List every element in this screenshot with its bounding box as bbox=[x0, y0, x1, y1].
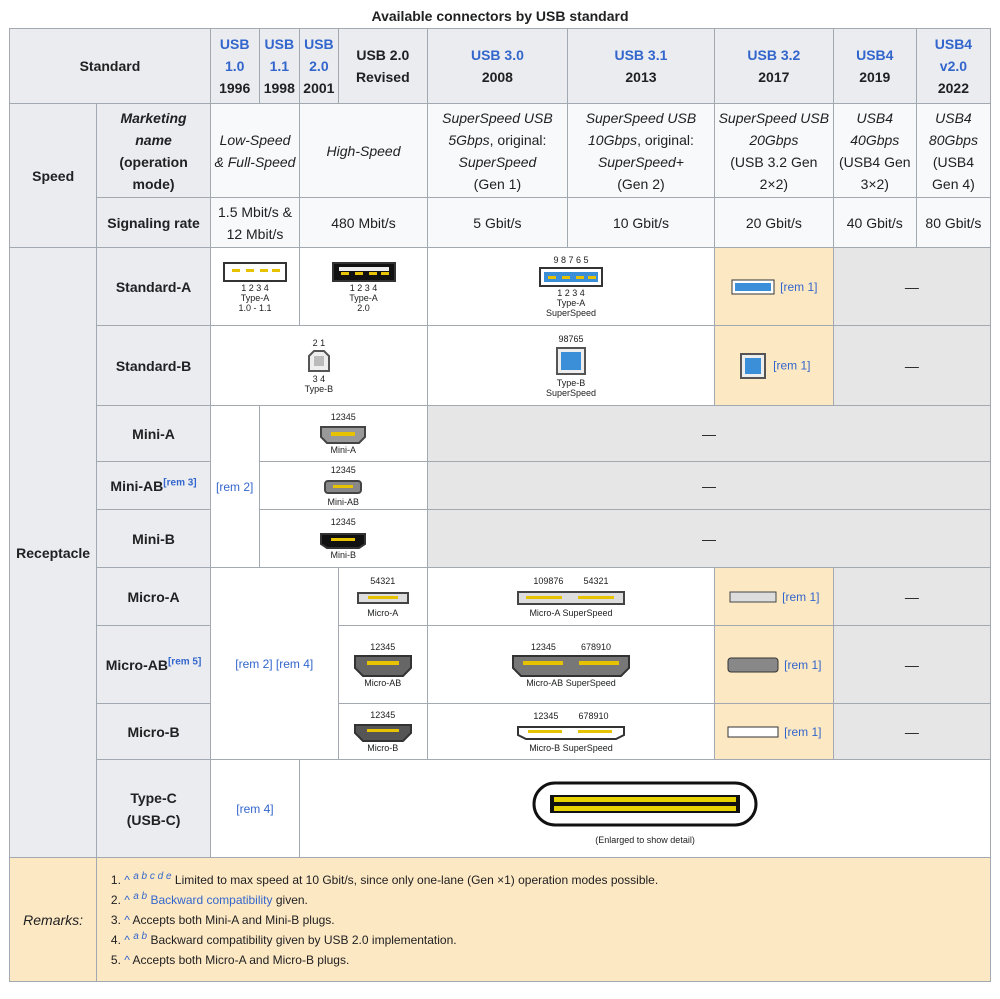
na-cell: — bbox=[833, 626, 990, 704]
remark-3 bbox=[124, 910, 987, 930]
rem2-cell bbox=[210, 406, 259, 568]
remark-2 bbox=[124, 890, 987, 910]
row-micro-a bbox=[10, 568, 991, 626]
rate-40: 40 Gbit/s bbox=[833, 198, 916, 248]
remarks-list bbox=[100, 870, 987, 970]
remarks-label: Remarks: bbox=[10, 858, 97, 982]
pins-label: 12345 bbox=[330, 412, 356, 423]
backward-compatibility-link[interactable]: Backward compatibility bbox=[150, 892, 273, 907]
type-a-version-caption: 1.0 - 1.1 bbox=[238, 303, 272, 314]
row-standard-b bbox=[10, 326, 991, 406]
pins-label: 12345 678910 bbox=[533, 710, 609, 721]
col-usb-3-2[interactable]: USB 3.2 2017 bbox=[715, 29, 834, 104]
rem2-link[interactable]: [rem 2] bbox=[216, 480, 254, 494]
high-speed: High-Speed bbox=[300, 104, 428, 198]
mini-b-caption: Mini-B bbox=[330, 549, 356, 560]
mini-b-cell bbox=[259, 510, 427, 568]
col-usb-3-0[interactable]: USB 3.0 2008 bbox=[427, 29, 567, 104]
col-usb-1-0[interactable]: USB 1.0 1996 bbox=[210, 29, 259, 104]
col-usb4-v2[interactable]: USB4 v2.0 2022 bbox=[916, 29, 990, 104]
pins-label: 1 2 3 4 bbox=[557, 288, 585, 299]
remark-text: Accepts both Mini-A and Mini-B plugs. bbox=[132, 912, 335, 927]
rate-low-full: 1.5 Mbit/s & 12 Mbit/s bbox=[210, 198, 299, 248]
micro-b-header: Micro-B bbox=[97, 704, 211, 760]
mini-b-icon bbox=[319, 530, 367, 550]
remark-text: Limited to max speed at 10 Gbit/s, since only one-lane (Gen ×1) operation modes possible. bbox=[174, 872, 659, 887]
mini-ab-cell bbox=[259, 462, 427, 510]
rate-20: 20 Gbit/s bbox=[715, 198, 834, 248]
remarks-row bbox=[10, 858, 991, 982]
mini-b-header: Mini-B bbox=[97, 510, 211, 568]
type-a-usb32-cell bbox=[715, 248, 834, 326]
col-usb4[interactable]: USB4 2019 bbox=[833, 29, 916, 104]
pins-label: 98765 bbox=[558, 333, 584, 344]
micro-a-icon bbox=[356, 591, 410, 605]
rem3-link[interactable]: [rem 3] bbox=[163, 476, 197, 488]
table-caption: Available connectors by USB standard bbox=[371, 8, 629, 24]
micro-a-usb32-cell bbox=[715, 568, 834, 626]
mini-ab-icon bbox=[323, 479, 363, 495]
rem1-link[interactable]: [rem 1] bbox=[780, 280, 818, 294]
type-a-version-caption: 2.0 bbox=[357, 303, 370, 314]
micro-a-superspeed-icon bbox=[516, 590, 626, 606]
remark-text: Backward compatibility given by USB 2.0 implementation. bbox=[150, 932, 457, 947]
type-a-1-0-icon bbox=[222, 261, 288, 283]
standard-header: Standard bbox=[10, 29, 211, 104]
row-type-c bbox=[10, 760, 991, 858]
pins-label: 3 4 bbox=[312, 373, 326, 384]
mini-a-caption: Mini-A bbox=[330, 444, 356, 455]
marketing-name-header: Marketing name (operation mode) bbox=[97, 104, 211, 198]
type-b-caption: Type-B bbox=[556, 377, 586, 388]
pins-label: 54321 bbox=[370, 575, 396, 586]
type-a-superspeed-icon bbox=[730, 278, 776, 296]
signaling-rate-header: Signaling rate bbox=[97, 198, 211, 248]
rem1-link[interactable]: [rem 1] bbox=[773, 358, 811, 373]
standard-b-header: Standard-B bbox=[97, 326, 211, 406]
rem1-link[interactable]: [rem 1] bbox=[784, 658, 822, 672]
mini-a-icon bbox=[319, 425, 367, 445]
micro-ab-superspeed-icon bbox=[726, 656, 780, 674]
pins-label: 12345 678910 bbox=[530, 641, 611, 652]
header-row bbox=[10, 29, 991, 104]
micro-b-superspeed-icon bbox=[726, 725, 780, 739]
type-c-header: Type-C (USB-C) bbox=[97, 760, 211, 858]
rem5-link[interactable]: [rem 5] bbox=[167, 655, 202, 667]
backlink[interactable]: ^ bbox=[124, 952, 130, 967]
type-b-superspeed-icon bbox=[551, 344, 591, 378]
remark-text: given. bbox=[272, 892, 308, 907]
rem2-rem4-link[interactable]: [rem 2] [rem 4] bbox=[235, 657, 314, 671]
type-c-icon bbox=[530, 773, 760, 835]
row-mini-a bbox=[10, 406, 991, 462]
superspeed-10: SuperSpeed USB 10Gbps, original: SuperSpeed+ (Gen 2) bbox=[567, 104, 714, 198]
superspeed-caption: SuperSpeed bbox=[545, 387, 596, 398]
remark-1 bbox=[124, 870, 987, 890]
type-a-caption: Type-A bbox=[240, 293, 270, 304]
mini-ab-header: Mini-AB[rem 3] bbox=[97, 462, 211, 510]
micro-ab-usb32-cell bbox=[715, 626, 834, 704]
row-standard-a bbox=[10, 248, 991, 326]
col-usb-2-0-revised: USB 2.0 Revised bbox=[338, 29, 427, 104]
type-a-superspeed-cell bbox=[427, 248, 714, 326]
row-mini-b bbox=[10, 510, 991, 568]
type-a-superspeed-icon bbox=[538, 266, 604, 288]
type-a-2-0-icon bbox=[331, 261, 397, 283]
usb-connectors-table bbox=[9, 28, 991, 982]
remark-text: Accepts both Micro-A and Micro-B plugs. bbox=[132, 952, 350, 967]
micro-b-caption: Micro-B bbox=[367, 742, 399, 753]
type-c-caption: (Enlarged to show detail) bbox=[595, 834, 695, 845]
pins-label: 1 2 3 4 bbox=[241, 283, 269, 294]
rate-high: 480 Mbit/s bbox=[300, 198, 428, 248]
micro-a-cell bbox=[338, 568, 427, 626]
micro-ab-header: Micro-AB[rem 5] bbox=[97, 626, 211, 704]
type-a-1-0-cell bbox=[210, 248, 299, 326]
micro-b-superspeed-caption: Micro-B SuperSpeed bbox=[529, 742, 613, 753]
usb4-40: USB4 40Gbps (USB4 Gen 3×2) bbox=[833, 104, 916, 198]
row-mini-ab bbox=[10, 462, 991, 510]
pins-label: 12345 bbox=[370, 710, 396, 721]
superspeed-20: SuperSpeed USB 20Gbps (USB 3.2 Gen 2×2) bbox=[715, 104, 834, 198]
pins-label: 12345 bbox=[370, 641, 396, 652]
col-usb-3-1[interactable]: USB 3.1 2013 bbox=[567, 29, 714, 104]
na-cell: — bbox=[427, 510, 990, 568]
backlink[interactable]: ^ bbox=[124, 872, 130, 887]
micro-a-superspeed-caption: Micro-A SuperSpeed bbox=[529, 607, 613, 618]
rem1-link[interactable]: [rem 1] bbox=[784, 725, 822, 739]
na-cell: — bbox=[833, 704, 990, 760]
micro-ab-cell bbox=[338, 626, 427, 704]
na-cell: — bbox=[427, 462, 990, 510]
usb4-80: USB4 80Gbps (USB4 Gen 4) bbox=[916, 104, 990, 198]
pins-label: 109876 54321 bbox=[533, 575, 609, 586]
speed-header: Speed bbox=[10, 104, 97, 248]
type-b-usb32-cell bbox=[715, 326, 834, 406]
na-cell: — bbox=[833, 326, 990, 406]
pins-label: 2 1 bbox=[312, 337, 326, 348]
type-a-caption: Type-A bbox=[349, 293, 378, 304]
low-full-speed: Low-Speed & Full-Speed bbox=[210, 104, 299, 198]
micro-ab-superspeed-icon bbox=[511, 652, 631, 678]
micro-a-superspeed-cell bbox=[427, 568, 714, 626]
pins-label: 9 8 7 6 5 bbox=[553, 254, 589, 265]
backlink-letters[interactable]: a b bbox=[133, 930, 148, 942]
type-a-caption: Type-A bbox=[556, 298, 586, 309]
pins-label: 1 2 3 4 bbox=[349, 283, 378, 294]
receptacle-header: Receptacle bbox=[10, 248, 97, 858]
pins-label: 12345 bbox=[330, 464, 356, 475]
rem2-rem4-cell bbox=[210, 568, 338, 760]
micro-ab-superspeed-cell bbox=[427, 626, 714, 704]
type-b-caption: Type-B bbox=[304, 383, 334, 394]
type-b-superspeed-icon bbox=[737, 351, 769, 381]
micro-b-usb32-cell bbox=[715, 704, 834, 760]
micro-b-superspeed-cell bbox=[427, 704, 714, 760]
micro-ab-icon bbox=[353, 652, 413, 678]
na-cell: — bbox=[833, 568, 990, 626]
signaling-row bbox=[10, 198, 991, 248]
rate-5: 5 Gbit/s bbox=[427, 198, 567, 248]
na-cell: — bbox=[833, 248, 990, 326]
standard-a-header: Standard-A bbox=[97, 248, 211, 326]
marketing-row bbox=[10, 104, 991, 198]
rem4-cell bbox=[210, 760, 299, 858]
type-c-cell bbox=[300, 760, 991, 858]
rate-10: 10 Gbit/s bbox=[567, 198, 714, 248]
backlink[interactable]: ^ bbox=[124, 932, 130, 947]
rem4-link[interactable]: [rem 4] bbox=[236, 802, 274, 816]
micro-ab-superspeed-caption: Micro-AB SuperSpeed bbox=[526, 677, 616, 688]
type-b-cell bbox=[210, 326, 427, 406]
row-micro-b bbox=[10, 704, 991, 760]
superspeed-5: SuperSpeed USB 5Gbps, original: SuperSpeed (Gen 1) bbox=[427, 104, 567, 198]
mini-ab-caption: Mini-AB bbox=[327, 496, 359, 507]
micro-a-caption: Micro-A bbox=[367, 607, 399, 618]
micro-b-cell bbox=[338, 704, 427, 760]
mini-a-header: Mini-A bbox=[97, 406, 211, 462]
backlink-letters[interactable]: a b bbox=[133, 890, 148, 902]
rem1-link[interactable]: [rem 1] bbox=[782, 590, 820, 604]
row-micro-ab bbox=[10, 626, 991, 704]
micro-b-icon bbox=[353, 723, 413, 743]
backlink-letters[interactable]: a b c d e bbox=[133, 870, 172, 882]
micro-b-superspeed-icon bbox=[516, 725, 626, 741]
micro-a-superspeed-icon bbox=[728, 590, 778, 604]
remark-5 bbox=[124, 950, 987, 970]
col-usb-2-0[interactable]: USB 2.0 2001 bbox=[300, 29, 339, 104]
mini-a-cell bbox=[259, 406, 427, 462]
micro-ab-caption: Micro-AB bbox=[364, 677, 402, 688]
type-b-icon bbox=[306, 348, 332, 374]
na-cell: — bbox=[427, 406, 990, 462]
remark-4 bbox=[124, 930, 987, 950]
col-usb-1-1[interactable]: USB 1.1 1998 bbox=[259, 29, 300, 104]
remarks-list-cell bbox=[97, 858, 991, 982]
pins-label: 12345 bbox=[330, 517, 356, 528]
rate-80: 80 Gbit/s bbox=[916, 198, 990, 248]
type-b-superspeed-cell bbox=[427, 326, 714, 406]
type-a-2-0-cell bbox=[300, 248, 428, 326]
superspeed-caption: SuperSpeed bbox=[545, 308, 596, 319]
backlink[interactable]: ^ bbox=[124, 912, 130, 927]
backlink[interactable]: ^ bbox=[124, 892, 130, 907]
micro-a-header: Micro-A bbox=[97, 568, 211, 626]
